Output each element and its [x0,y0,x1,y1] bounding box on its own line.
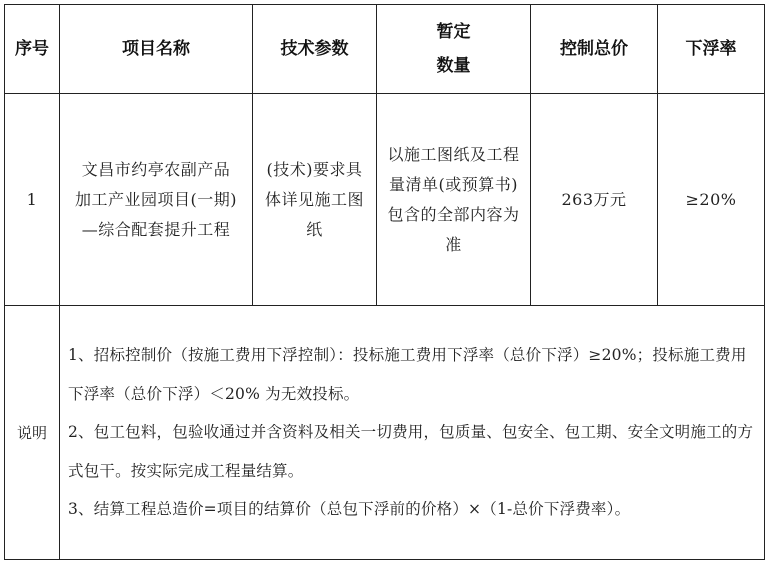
header-quantity-line1: 暂定 [436,22,471,42]
procurement-table-sheet [4,4,764,559]
row-project-name: 文昌市约亭农副产品加工产业园项目(一期)—综合配套提升工程 [60,94,253,306]
note-item-2: 2、包工包料，包验收通过并含资料及相关一切费用，包质量、包安全、包工期、安全文明施工的方式包干。按实际完成工程量结算。 [68,423,754,480]
header-tech-params: 技术参数 [253,5,377,94]
header-control-price: 控制总价 [531,5,658,94]
note-item-3: 3、结算工程总造价=项目的结算价（总包下浮前的价格）×（1-总价下浮费率）。 [68,500,631,519]
row-index: 1 [5,94,60,306]
procurement-table [4,4,765,560]
row-tech-params: (技术)要求具体详见施工图纸 [253,94,377,306]
header-discount-rate: 下浮率 [658,5,765,94]
notes-content [60,306,765,560]
header-project-name: 项目名称 [60,5,253,94]
table-row [5,94,765,306]
header-quantity [377,5,531,94]
header-index: 序号 [5,5,60,94]
header-quantity-line2: 数量 [436,56,471,76]
row-discount-rate: ≥20% [658,94,765,306]
header-row [5,5,765,94]
notes-row [5,306,765,560]
note-item-1: 1、招标控制价（按施工费用下浮控制）：投标施工费用下浮率（总价下浮）≥20%；投标施工费用下浮率（总价下浮）＜20% 为无效投标。 [68,346,747,403]
row-quantity: 以施工图纸及工程量清单(或预算书)包含的全部内容为准 [377,94,531,306]
notes-label: 说明 [5,306,60,560]
row-control-price: 263万元 [531,94,658,306]
